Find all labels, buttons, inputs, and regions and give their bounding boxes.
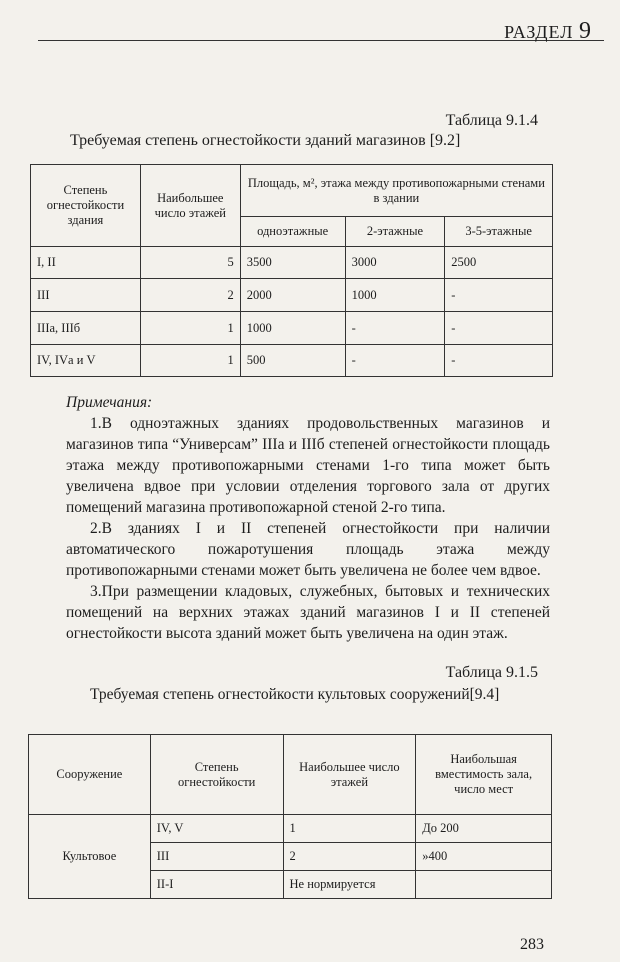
- table-row: [29, 815, 552, 843]
- table-row: [31, 345, 553, 377]
- section-label: РАЗДЕЛ: [504, 22, 574, 42]
- header-capacity: Наибольшая вместимость зала, число мест: [416, 735, 552, 815]
- section-number: 9: [579, 18, 592, 44]
- header-degree: Степень огнестойкости: [150, 735, 283, 815]
- note-item: 1.В одноэтажных зданиях продовольственных магазинов и магазинов типа “Универсам” IIIа и IIIб степеней огнестойкости площадь этажа между противопожарными стенами 1-го типа может быть увеличена вдвое при условии отделения торгового зала от других помещений магазина противопожарной стеной 2-го типа.: [66, 415, 550, 516]
- cell-floors: 2: [140, 279, 240, 312]
- cell-area-three: -: [445, 312, 553, 345]
- note-item: 3.При размещении кладовых, служебных, бытовых и технических помещений на верхних этажах зданий магазинов I и II степеней огнестойкости высота зданий может быть увеличена на один этаж.: [66, 583, 550, 642]
- cell-floors: 1: [283, 815, 416, 843]
- cell-capacity: »400: [416, 843, 552, 871]
- cell-floors: 1: [140, 345, 240, 377]
- cell-area-one: 1000: [240, 312, 345, 345]
- table-row: [31, 312, 553, 345]
- cell-area-three: 2500: [445, 247, 553, 279]
- cell-area-two: 1000: [345, 279, 445, 312]
- section-header: [504, 18, 592, 45]
- header-floors: Наибольшее число этажей: [140, 165, 240, 247]
- table1-number: Таблица 9.1.4: [445, 112, 538, 129]
- cell-area-three: -: [445, 345, 553, 377]
- cell-degree: IV, V: [150, 815, 283, 843]
- cell-area-two: -: [345, 345, 445, 377]
- subheader-three-five-floor: 3-5-этажные: [445, 217, 553, 247]
- cell-area-one: 500: [240, 345, 345, 377]
- cell-area-two: 3000: [345, 247, 445, 279]
- header-building: Сооружение: [29, 735, 151, 815]
- table2-title: Требуемая степень огнестойкости культовых сооружений[9.4]: [90, 686, 500, 703]
- cell-degree: II-I: [150, 871, 283, 899]
- cell-degree: III: [150, 843, 283, 871]
- table-row: [31, 247, 553, 279]
- cell-degree: IIIа, IIIб: [31, 312, 141, 345]
- cell-degree: III: [31, 279, 141, 312]
- cell-floors: Не нормируется: [283, 871, 416, 899]
- note-item: 2.В зданиях I и II степеней огнестойкости при наличии автоматического пожаротушения площадь этажа между противопожарными стенами может быть увеличена не более чем вдвое.: [66, 520, 550, 579]
- table1: [30, 164, 553, 377]
- notes-block: [66, 392, 550, 644]
- header-area: Площадь, м², этажа между противопожарными стенами в здании: [240, 165, 552, 217]
- subheader-two-floor: 2-этажные: [345, 217, 445, 247]
- cell-capacity: До 200: [416, 815, 552, 843]
- header-floors: Наибольшее число этажей: [283, 735, 416, 815]
- header-degree: Степень огнестойкости здания: [31, 165, 141, 247]
- cell-degree: I, II: [31, 247, 141, 279]
- cell-floors: 1: [140, 312, 240, 345]
- cell-floors: 2: [283, 843, 416, 871]
- cell-area-one: 3500: [240, 247, 345, 279]
- notes-title: Примечания:: [66, 394, 153, 411]
- table1-title: Требуемая степень огнестойкости зданий магазинов [9.2]: [70, 132, 461, 149]
- cell-area-two: -: [345, 312, 445, 345]
- table-row: [31, 279, 553, 312]
- table2-number: Таблица 9.1.5: [445, 664, 538, 681]
- cell-degree: IV, IVа и V: [31, 345, 141, 377]
- page-number: 283: [520, 936, 544, 953]
- cell-capacity: [416, 871, 552, 899]
- subheader-one-floor: одноэтажные: [240, 217, 345, 247]
- cell-building: Культовое: [29, 815, 151, 899]
- cell-area-one: 2000: [240, 279, 345, 312]
- cell-floors: 5: [140, 247, 240, 279]
- table2: [28, 734, 552, 899]
- cell-area-three: -: [445, 279, 553, 312]
